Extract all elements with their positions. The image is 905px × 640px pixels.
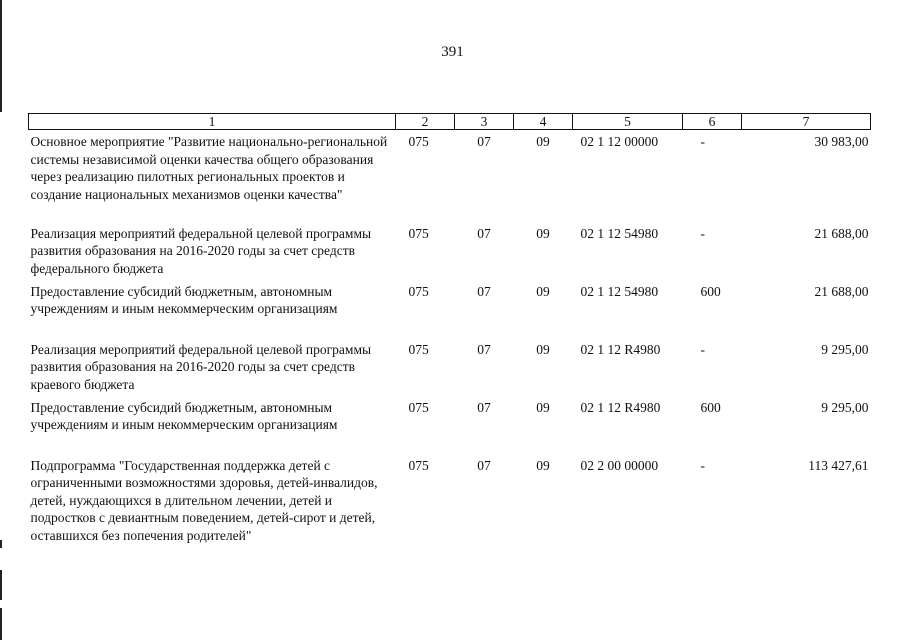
page-number: 391: [441, 44, 464, 60]
row-section: 07: [477, 283, 491, 299]
row-name: Основное мероприятие "Развитие национально-региональной системы независимой оценки качества общего образования через реализацию пилотных региональных проектов и создание национальных механизмов оценки качества": [30, 134, 388, 202]
row-name: Предоставление субсидий бюджетным, автономным учреждениям и иным некоммерческим организациям: [30, 283, 338, 316]
budget-table: [28, 113, 871, 564]
column-header-6: 6: [683, 114, 742, 130]
row-target-article: 02 1 12 R4980: [580, 399, 661, 415]
row-name: Предоставление субсидий бюджетным, автономным учреждениям и иным некоммерческим организациям: [30, 399, 338, 432]
scan-edge-mark: [0, 570, 2, 600]
row-grbs: 075: [408, 341, 429, 357]
row-amount: 9 295,00: [821, 399, 869, 415]
row-subsection: 09: [536, 341, 550, 357]
row-expense-type: -: [700, 134, 705, 149]
table-row: [29, 222, 871, 280]
row-target-article: 02 1 12 54980: [580, 225, 659, 241]
column-header-5: 5: [573, 114, 683, 130]
row-expense-type: 600: [700, 283, 721, 299]
row-grbs: 075: [408, 134, 429, 149]
row-target-article: 02 1 12 R4980: [580, 341, 661, 357]
row-name: Подпрограмма "Государственная поддержка детей с ограниченными возможностями здоровья, детей-инвалидов, детей, нуждающихся в длительном лечении, детей и подростков с девиантным поведением, детей-сирот и детей, оставшихся без попечения родителей": [30, 457, 378, 543]
row-subsection: 09: [536, 225, 550, 241]
row-section: 07: [477, 399, 491, 415]
row-target-article: 02 1 12 54980: [580, 283, 659, 299]
row-subsection: 09: [536, 399, 550, 415]
table-row: [29, 280, 871, 338]
row-expense-type: -: [700, 341, 705, 357]
row-expense-type: -: [700, 225, 705, 241]
row-expense-type: -: [700, 457, 705, 473]
table-row: [29, 130, 871, 222]
column-header-2: 2: [396, 114, 455, 130]
row-target-article: 02 1 12 00000: [580, 134, 659, 149]
row-amount: 9 295,00: [821, 341, 869, 357]
column-header-7: 7: [742, 114, 871, 130]
row-amount: 21 688,00: [814, 225, 869, 241]
table-header-row: [29, 114, 871, 130]
row-grbs: 075: [408, 225, 429, 241]
row-expense-type: 600: [700, 399, 721, 415]
row-grbs: 075: [408, 283, 429, 299]
row-amount: 113 427,61: [808, 457, 869, 473]
row-amount: 30 983,00: [814, 134, 869, 149]
table-row: [29, 454, 871, 564]
column-header-4: 4: [514, 114, 573, 130]
row-target-article: 02 2 00 00000: [580, 457, 659, 473]
row-subsection: 09: [536, 283, 550, 299]
row-section: 07: [477, 341, 491, 357]
scan-edge-mark: [0, 608, 2, 640]
row-grbs: 075: [408, 399, 429, 415]
row-subsection: 09: [536, 134, 550, 149]
row-name: Реализация мероприятий федеральной целевой программы развития образования на 2016-2020 годы за счет средств краевого бюджета: [30, 341, 372, 392]
column-header-1: 1: [29, 114, 396, 130]
row-section: 07: [477, 134, 491, 149]
table-row: [29, 338, 871, 396]
row-grbs: 075: [408, 457, 429, 473]
row-subsection: 09: [536, 457, 550, 473]
row-amount: 21 688,00: [814, 283, 869, 299]
row-section: 07: [477, 225, 491, 241]
scan-edge-mark: [0, 540, 2, 548]
column-header-3: 3: [455, 114, 514, 130]
table-row: [29, 396, 871, 454]
row-section: 07: [477, 457, 491, 473]
row-name: Реализация мероприятий федеральной целевой программы развития образования на 2016-2020 годы за счет средств федерального бюджета: [30, 225, 372, 276]
